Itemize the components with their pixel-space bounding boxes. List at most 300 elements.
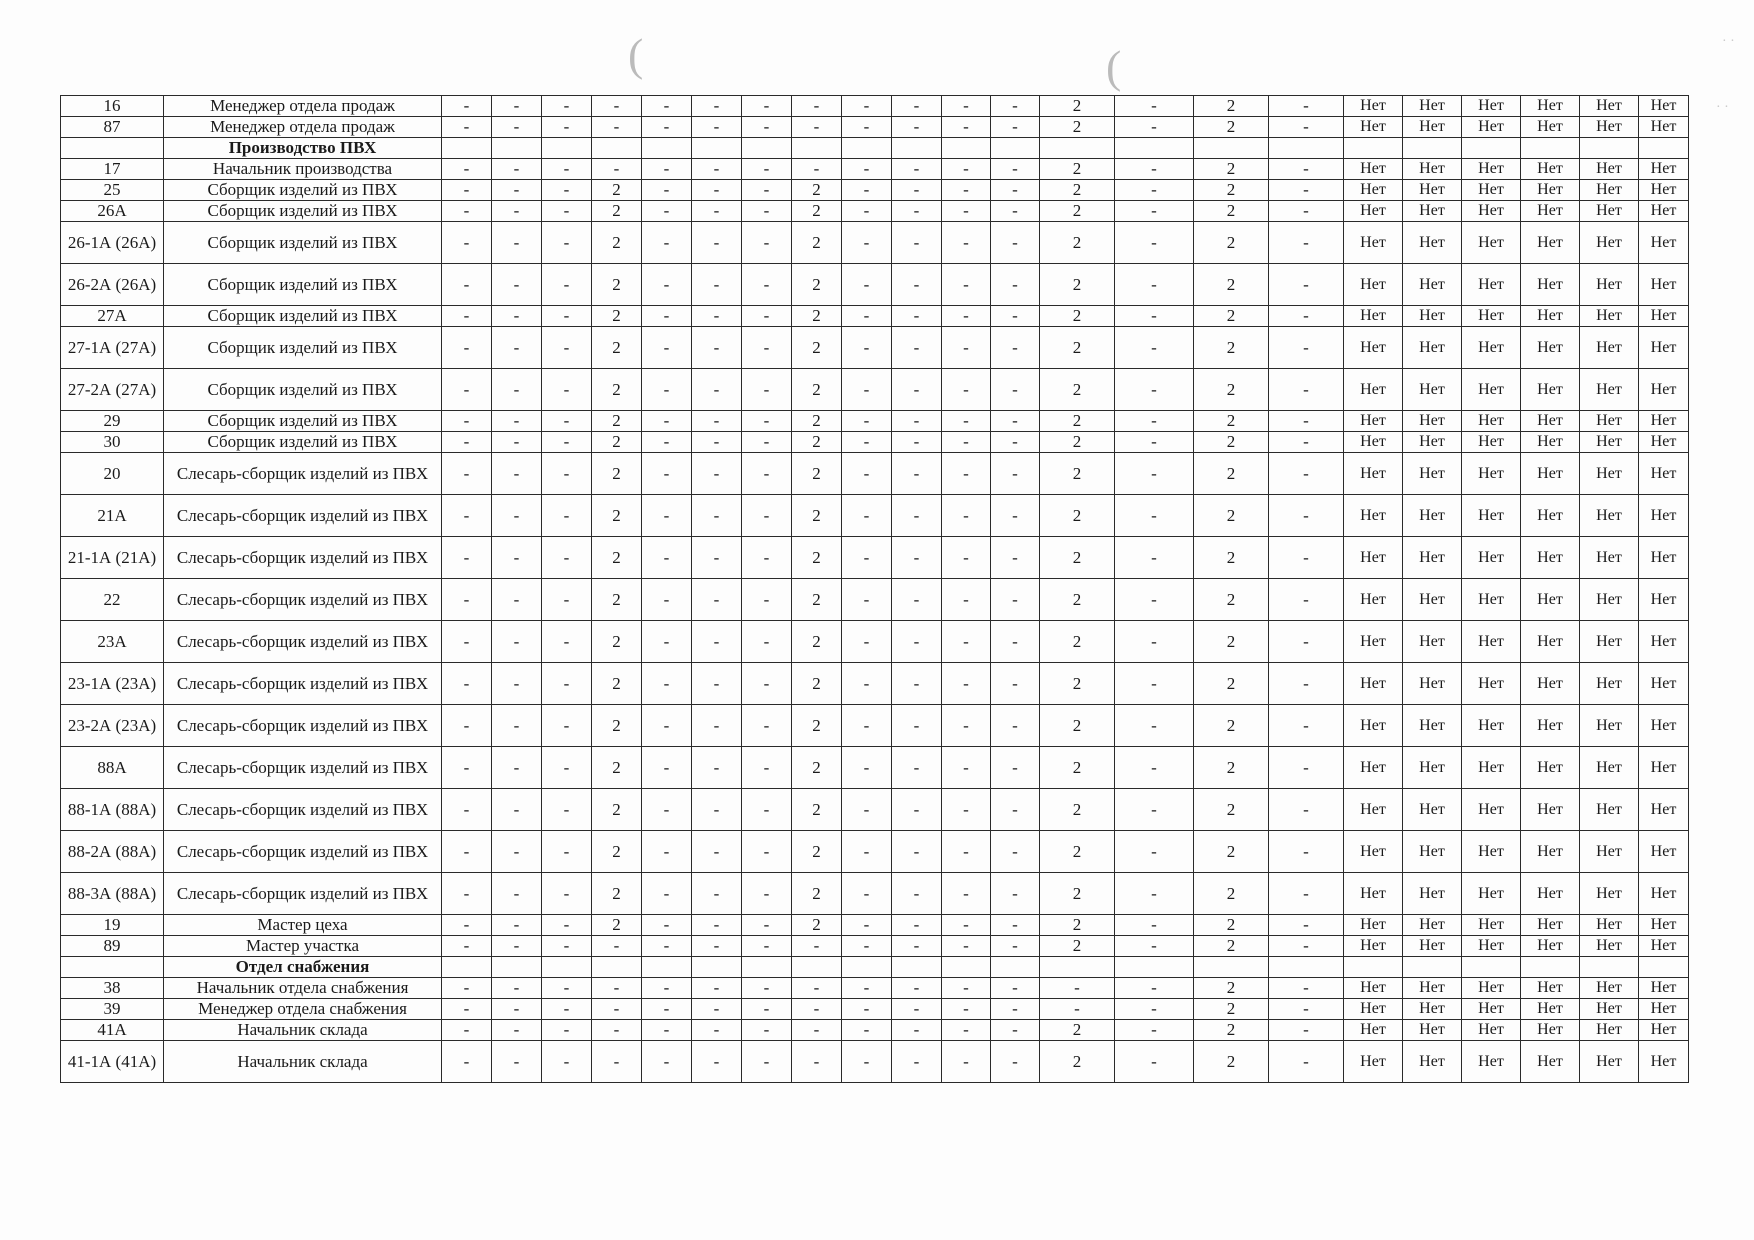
table-row	[61, 936, 1689, 957]
cell-value: 2	[1194, 264, 1269, 306]
cell-value: -	[642, 453, 692, 495]
cell-value: 2	[1194, 306, 1269, 327]
cell-position: Начальник отдела снабжения	[164, 978, 442, 999]
cell-value: -	[1115, 747, 1194, 789]
cell-value: -	[642, 1041, 692, 1083]
cell-value: 2	[1194, 978, 1269, 999]
cell-value: 2	[592, 873, 642, 915]
cell-position: Сборщик изделий из ПВХ	[164, 432, 442, 453]
cell-value: -	[492, 264, 542, 306]
cell-value: -	[1269, 621, 1344, 663]
cell-no: Нет	[1580, 747, 1639, 789]
cell-value: -	[492, 1020, 542, 1041]
table-row	[61, 327, 1689, 369]
cell-value: -	[592, 1041, 642, 1083]
cell-no: Нет	[1403, 747, 1462, 789]
cell-no: Нет	[1344, 936, 1403, 957]
cell-value: -	[642, 369, 692, 411]
cell-value: -	[642, 789, 692, 831]
cell-no: Нет	[1639, 663, 1689, 705]
cell-position: Сборщик изделий из ПВХ	[164, 369, 442, 411]
cell-no: Нет	[1639, 201, 1689, 222]
cell-no: Нет	[1462, 579, 1521, 621]
cell-value: -	[692, 1020, 742, 1041]
cell-value: -	[942, 747, 991, 789]
cell-no: Нет	[1403, 789, 1462, 831]
cell-value: -	[642, 96, 692, 117]
cell-value: -	[492, 789, 542, 831]
cell-no: Нет	[1344, 1041, 1403, 1083]
cell-value: -	[542, 495, 592, 537]
cell-value: 2	[592, 201, 642, 222]
cell-value: -	[991, 117, 1040, 138]
cell-value: -	[792, 117, 842, 138]
cell-value: -	[842, 936, 892, 957]
cell-value: -	[642, 1020, 692, 1041]
table-row	[61, 411, 1689, 432]
cell-position: Сборщик изделий из ПВХ	[164, 201, 442, 222]
cell-num: 38	[61, 978, 164, 999]
cell-value: 2	[592, 747, 642, 789]
cell-empty	[792, 138, 842, 159]
cell-value: -	[642, 936, 692, 957]
cell-value: -	[991, 222, 1040, 264]
cell-value: -	[542, 537, 592, 579]
cell-value: -	[991, 159, 1040, 180]
cell-no: Нет	[1639, 117, 1689, 138]
cell-value: -	[642, 747, 692, 789]
cell-position: Слесарь-сборщик изделий из ПВХ	[164, 873, 442, 915]
cell-value: -	[742, 201, 792, 222]
cell-value: -	[842, 159, 892, 180]
cell-no: Нет	[1580, 264, 1639, 306]
cell-value: -	[442, 1020, 492, 1041]
cell-value: 2	[1040, 873, 1115, 915]
cell-position: Слесарь-сборщик изделий из ПВХ	[164, 495, 442, 537]
cell-value: 2	[1040, 1041, 1115, 1083]
cell-value: -	[942, 789, 991, 831]
cell-value: -	[542, 369, 592, 411]
cell-value: -	[742, 978, 792, 999]
cell-no: Нет	[1521, 747, 1580, 789]
cell-no: Нет	[1521, 453, 1580, 495]
cell-value: -	[991, 705, 1040, 747]
table-row	[61, 537, 1689, 579]
cell-value: -	[692, 579, 742, 621]
cell-value: -	[542, 747, 592, 789]
cell-num: 17	[61, 159, 164, 180]
cell-num: 41-1А (41А)	[61, 1041, 164, 1083]
cell-value: -	[1040, 978, 1115, 999]
cell-value: -	[1115, 915, 1194, 936]
cell-value: -	[442, 789, 492, 831]
table-row	[61, 1041, 1689, 1083]
cell-value: -	[991, 495, 1040, 537]
cell-value: 2	[592, 222, 642, 264]
cell-no: Нет	[1521, 306, 1580, 327]
cell-value: -	[1269, 705, 1344, 747]
cell-value: -	[692, 705, 742, 747]
cell-no: Нет	[1403, 159, 1462, 180]
cell-num: 23А	[61, 621, 164, 663]
cell-value: -	[692, 264, 742, 306]
cell-value: -	[442, 1041, 492, 1083]
cell-value: -	[692, 789, 742, 831]
cell-value: -	[1115, 999, 1194, 1020]
cell-no: Нет	[1639, 96, 1689, 117]
cell-value: -	[991, 201, 1040, 222]
cell-value: -	[842, 222, 892, 264]
cell-empty	[692, 957, 742, 978]
cell-value: 2	[792, 705, 842, 747]
cell-value: -	[1269, 936, 1344, 957]
cell-value: -	[1269, 222, 1344, 264]
cell-value: -	[542, 621, 592, 663]
cell-value: -	[991, 432, 1040, 453]
cell-value: 2	[592, 411, 642, 432]
cell-no: Нет	[1521, 159, 1580, 180]
cell-value: -	[792, 978, 842, 999]
cell-num: 22	[61, 579, 164, 621]
cell-value: 2	[1040, 663, 1115, 705]
cell-value: 2	[792, 789, 842, 831]
cell-value: -	[742, 117, 792, 138]
cell-no: Нет	[1639, 432, 1689, 453]
cell-no: Нет	[1344, 222, 1403, 264]
cell-value: -	[842, 180, 892, 201]
cell-value: -	[991, 1041, 1040, 1083]
cell-value: -	[842, 537, 892, 579]
cell-position: Слесарь-сборщик изделий из ПВХ	[164, 537, 442, 579]
cell-no: Нет	[1344, 663, 1403, 705]
cell-num: 88-2А (88А)	[61, 831, 164, 873]
cell-value: 2	[1194, 180, 1269, 201]
cell-value: -	[742, 306, 792, 327]
cell-value: -	[892, 1020, 942, 1041]
section-row	[61, 138, 1689, 159]
cell-no: Нет	[1462, 369, 1521, 411]
table-row	[61, 873, 1689, 915]
cell-value: -	[1269, 201, 1344, 222]
cell-value: -	[592, 999, 642, 1020]
cell-value: -	[1115, 432, 1194, 453]
cell-value: -	[892, 663, 942, 705]
cell-value: -	[742, 579, 792, 621]
cell-value: 2	[1040, 117, 1115, 138]
cell-value: -	[1115, 96, 1194, 117]
cell-no: Нет	[1580, 873, 1639, 915]
cell-value: -	[742, 747, 792, 789]
cell-no: Нет	[1462, 663, 1521, 705]
cell-position: Начальник склада	[164, 1041, 442, 1083]
cell-value: -	[542, 1041, 592, 1083]
cell-no: Нет	[1403, 915, 1462, 936]
cell-no: Нет	[1521, 789, 1580, 831]
cell-value: 2	[792, 915, 842, 936]
cell-no: Нет	[1403, 663, 1462, 705]
cell-value: -	[492, 96, 542, 117]
cell-value: -	[892, 495, 942, 537]
cell-position: Менеджер отдела продаж	[164, 96, 442, 117]
cell-value: -	[892, 306, 942, 327]
cell-no: Нет	[1344, 831, 1403, 873]
cell-value: 2	[1194, 369, 1269, 411]
cell-no: Нет	[1580, 1020, 1639, 1041]
cell-value: 2	[792, 432, 842, 453]
cell-value: 2	[792, 180, 842, 201]
cell-value: -	[842, 663, 892, 705]
cell-value: -	[542, 159, 592, 180]
cell-empty	[642, 138, 692, 159]
cell-position: Начальник производства	[164, 159, 442, 180]
cell-value: -	[1269, 117, 1344, 138]
cell-num: 88-3А (88А)	[61, 873, 164, 915]
cell-no: Нет	[1462, 1041, 1521, 1083]
table-body	[61, 96, 1689, 1083]
cell-no: Нет	[1521, 915, 1580, 936]
cell-value: -	[492, 453, 542, 495]
cell-no: Нет	[1521, 327, 1580, 369]
cell-value: -	[692, 978, 742, 999]
cell-num: 16	[61, 96, 164, 117]
cell-value: -	[692, 222, 742, 264]
cell-value: -	[892, 831, 942, 873]
cell-empty	[792, 957, 842, 978]
cell-value: -	[442, 663, 492, 705]
cell-no: Нет	[1639, 621, 1689, 663]
cell-value: -	[542, 999, 592, 1020]
table-row	[61, 369, 1689, 411]
cell-empty	[1580, 957, 1639, 978]
cell-no: Нет	[1462, 180, 1521, 201]
cell-value: -	[442, 978, 492, 999]
cell-empty	[1040, 138, 1115, 159]
cell-no: Нет	[1521, 369, 1580, 411]
cell-no: Нет	[1639, 180, 1689, 201]
cell-value: 2	[1040, 327, 1115, 369]
cell-no: Нет	[1521, 1041, 1580, 1083]
cell-value: -	[492, 117, 542, 138]
cell-value: -	[592, 159, 642, 180]
cell-no: Нет	[1639, 306, 1689, 327]
cell-value: -	[942, 222, 991, 264]
table-row	[61, 999, 1689, 1020]
cell-no: Нет	[1344, 579, 1403, 621]
cell-empty	[1040, 957, 1115, 978]
table-row	[61, 1020, 1689, 1041]
cell-no: Нет	[1580, 663, 1639, 705]
cell-no: Нет	[1344, 537, 1403, 579]
cell-no: Нет	[1580, 306, 1639, 327]
cell-value: -	[1040, 999, 1115, 1020]
cell-value: -	[642, 915, 692, 936]
cell-empty	[592, 138, 642, 159]
cell-num: 20	[61, 453, 164, 495]
cell-no: Нет	[1639, 369, 1689, 411]
cell-value: -	[1269, 978, 1344, 999]
cell-value: 2	[1194, 96, 1269, 117]
cell-value: 2	[792, 411, 842, 432]
cell-no: Нет	[1344, 495, 1403, 537]
cell-value: 2	[1194, 327, 1269, 369]
table-row	[61, 264, 1689, 306]
cell-value: -	[991, 411, 1040, 432]
cell-value: -	[642, 537, 692, 579]
cell-value: -	[892, 222, 942, 264]
cell-value: -	[892, 201, 942, 222]
cell-value: -	[892, 1041, 942, 1083]
cell-no: Нет	[1639, 159, 1689, 180]
cell-value: -	[892, 159, 942, 180]
cell-no: Нет	[1344, 327, 1403, 369]
cell-value: 2	[592, 180, 642, 201]
cell-value: 2	[1194, 201, 1269, 222]
cell-value: -	[442, 453, 492, 495]
cell-value: -	[692, 369, 742, 411]
scan-speck: · ·	[1716, 100, 1729, 115]
cell-value: 2	[1194, 915, 1269, 936]
cell-value: 2	[792, 453, 842, 495]
cell-num: 26-2А (26А)	[61, 264, 164, 306]
cell-value: -	[542, 1020, 592, 1041]
cell-value: -	[642, 306, 692, 327]
cell-no: Нет	[1639, 1020, 1689, 1041]
cell-num: 21-1А (21А)	[61, 537, 164, 579]
cell-value: -	[692, 537, 742, 579]
cell-value: -	[1115, 873, 1194, 915]
cell-value: -	[1115, 936, 1194, 957]
cell-value: -	[942, 495, 991, 537]
cell-num: 23-1А (23А)	[61, 663, 164, 705]
cell-value: 2	[1040, 432, 1115, 453]
cell-empty	[1639, 138, 1689, 159]
cell-value: -	[692, 621, 742, 663]
cell-value: -	[942, 264, 991, 306]
cell-no: Нет	[1521, 831, 1580, 873]
cell-value: 2	[792, 201, 842, 222]
cell-empty	[442, 957, 492, 978]
cell-value: -	[1269, 915, 1344, 936]
section-title: Отдел снабжения	[164, 957, 442, 978]
cell-value: 2	[1194, 411, 1269, 432]
cell-no: Нет	[1403, 369, 1462, 411]
cell-no: Нет	[1344, 705, 1403, 747]
cell-no: Нет	[1403, 537, 1462, 579]
cell-value: -	[542, 873, 592, 915]
cell-value: -	[642, 978, 692, 999]
cell-empty	[1194, 957, 1269, 978]
cell-empty	[742, 957, 792, 978]
cell-no: Нет	[1462, 621, 1521, 663]
cell-empty	[1639, 957, 1689, 978]
cell-value: 2	[792, 747, 842, 789]
cell-no: Нет	[1462, 222, 1521, 264]
cell-no: Нет	[1344, 411, 1403, 432]
cell-no: Нет	[1462, 327, 1521, 369]
cell-value: -	[692, 1041, 742, 1083]
cell-num: 23-2А (23А)	[61, 705, 164, 747]
cell-value: 2	[1040, 579, 1115, 621]
cell-empty	[1462, 138, 1521, 159]
cell-position: Сборщик изделий из ПВХ	[164, 264, 442, 306]
cell-value: -	[542, 411, 592, 432]
table-row	[61, 621, 1689, 663]
cell-value: -	[942, 579, 991, 621]
cell-value: -	[991, 999, 1040, 1020]
cell-value: -	[642, 621, 692, 663]
cell-value: -	[642, 432, 692, 453]
cell-no: Нет	[1580, 327, 1639, 369]
cell-value: -	[742, 453, 792, 495]
cell-value: -	[742, 873, 792, 915]
cell-value: -	[1115, 222, 1194, 264]
cell-value: -	[842, 747, 892, 789]
cell-value: -	[991, 96, 1040, 117]
cell-value: -	[442, 537, 492, 579]
cell-value: -	[842, 915, 892, 936]
cell-value: -	[442, 579, 492, 621]
cell-no: Нет	[1344, 999, 1403, 1020]
cell-value: 2	[1040, 495, 1115, 537]
cell-num: 21А	[61, 495, 164, 537]
cell-value: -	[842, 978, 892, 999]
cell-no: Нет	[1580, 180, 1639, 201]
cell-no: Нет	[1639, 579, 1689, 621]
cell-value: -	[742, 411, 792, 432]
cell-value: -	[692, 432, 742, 453]
cell-value: -	[692, 201, 742, 222]
cell-no: Нет	[1462, 747, 1521, 789]
cell-value: -	[842, 306, 892, 327]
cell-no: Нет	[1344, 96, 1403, 117]
cell-value: -	[942, 537, 991, 579]
cell-value: -	[542, 789, 592, 831]
cell-value: -	[942, 96, 991, 117]
cell-value: 2	[1040, 306, 1115, 327]
cell-value: -	[942, 1041, 991, 1083]
cell-value: -	[742, 180, 792, 201]
cell-no: Нет	[1580, 537, 1639, 579]
cell-value: -	[542, 978, 592, 999]
cell-value: -	[642, 222, 692, 264]
cell-value: -	[1269, 411, 1344, 432]
cell-value: 2	[1040, 222, 1115, 264]
cell-value: -	[692, 663, 742, 705]
cell-empty	[1344, 957, 1403, 978]
cell-no: Нет	[1580, 936, 1639, 957]
cell-value: 2	[1194, 579, 1269, 621]
cell-no: Нет	[1403, 264, 1462, 306]
cell-value: -	[892, 579, 942, 621]
cell-no: Нет	[1580, 159, 1639, 180]
cell-empty	[742, 138, 792, 159]
cell-value: -	[742, 432, 792, 453]
cell-position: Слесарь-сборщик изделий из ПВХ	[164, 831, 442, 873]
cell-value: -	[942, 663, 991, 705]
cell-value: -	[842, 621, 892, 663]
table-row	[61, 96, 1689, 117]
cell-value: -	[492, 873, 542, 915]
section-title: Производство ПВХ	[164, 138, 442, 159]
cell-no: Нет	[1580, 411, 1639, 432]
cell-value: -	[492, 432, 542, 453]
cell-value: -	[692, 831, 742, 873]
cell-value: -	[442, 747, 492, 789]
cell-no: Нет	[1403, 1020, 1462, 1041]
cell-no: Нет	[1462, 432, 1521, 453]
cell-position: Слесарь-сборщик изделий из ПВХ	[164, 453, 442, 495]
cell-empty	[1194, 138, 1269, 159]
